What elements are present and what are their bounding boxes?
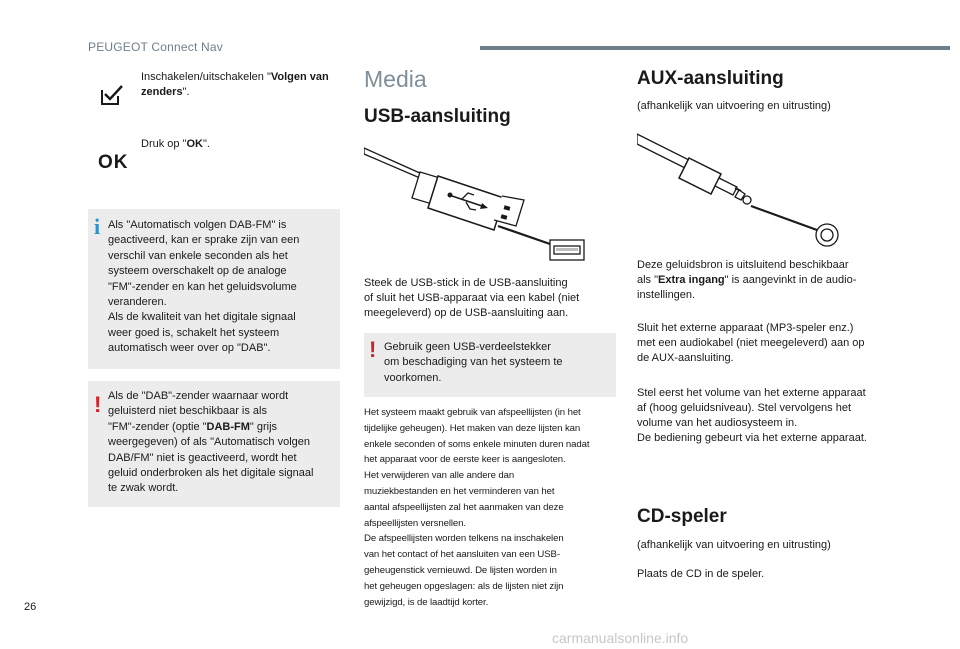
- info-icon: i: [94, 214, 101, 239]
- warning-note-text: Als de "DAB"-zender waarnaar wordt geluisterd niet beschikbaar is als "FM"-zender (optie "DAB-FM" grijs weergegeven) of als "Automatisch volgen DAB/FM" niet is geactiveerd, wordt het geluid onderbroken als het digitale signaal te zwak wordt.: [108, 390, 314, 495]
- usb-plug-illustration: [364, 146, 594, 264]
- ok-icon: OK: [98, 152, 129, 173]
- media-heading: Media: [364, 66, 427, 92]
- page-number: 26: [24, 601, 37, 613]
- cd-body-text: Plaats de CD in de speler.: [637, 568, 765, 580]
- warning-icon: !: [94, 392, 102, 417]
- aux-paragraph-2: Sluit het externe apparaat (MP3-speler enz.) met een audiokabel (niet meegeleverd) aan op de AUX-aansluiting.: [637, 322, 865, 364]
- aux-jack-illustration: [637, 132, 847, 252]
- usb-warning-text: Gebruik geen USB-verdeelstekker om beschadiging van het systeem te voorkomen.: [384, 341, 563, 384]
- header-bar: [480, 46, 950, 50]
- checkbox-toggle-icon: [100, 84, 126, 106]
- cd-availability: (afhankelijk van uitvoering en uitrusting): [637, 539, 831, 551]
- usb-warning-icon: !: [369, 337, 377, 362]
- aux-paragraph-1: Deze geluidsbron is uitsluitend beschikbaar als "Extra ingang" is aangevinkt in de audio- instellingen.: [637, 259, 857, 301]
- toggle-follow-text: Inschakelen/uitschakelen "Volgen van zenders".: [141, 71, 329, 98]
- header-title: PEUGEOT Connect Nav: [88, 40, 223, 54]
- aux-heading: AUX-aansluiting: [637, 68, 784, 89]
- usb-playlist-text: Het systeem maakt gebruik van afspeellijsten (in het tijdelijke geheugen). Het maken van deze lijsten kan enkele seconden of soms enkele minuten duren nadat het apparaat voor de eerste keer is aangesloten. Het verwijderen van alle andere dan muziekbestanden en het verminderen van het aantal afspeellijsten zal het aanmaken van deze afspeellijsten versnellen. De afspeellijsten worden telkens na inschakelen van het contact of het aansluiten van een USB- geheugenstick vernieuwd. De lijsten worden in het geheugen opgeslagen: als de lijsten niet zijn gewijzigd, is de laadtijd korter.: [364, 407, 590, 608]
- usb-body-text: Steek de USB-stick in de USB-aansluiting of sluit het USB-apparaat via een kabel (niet meegeleverd) op de USB-aansluiting aan.: [364, 277, 580, 319]
- usb-heading: USB-aansluiting: [364, 106, 511, 127]
- watermark: carmanualsonline.info: [552, 630, 689, 646]
- press-ok-text: Druk op "OK".: [141, 138, 210, 150]
- aux-paragraph-3: Stel eerst het volume van het externe apparaat af (hoog geluidsniveau). Stel vervolgens het volume van het audiosysteem in. De bediening gebeurt via het externe apparaat.: [637, 387, 867, 444]
- cd-heading: CD-speler: [637, 506, 727, 527]
- aux-availability: (afhankelijk van uitvoering en uitrusting): [637, 100, 831, 112]
- info-note-text: Als "Automatisch volgen DAB-FM" is geactiveerd, kan er sprake zijn van een verschil van enkele seconden als het systeem overschakelt op de analoge "FM"-zender en kan het geluidsvolume veranderen. Als de kwaliteit van het digitale signaal weer goed is, schakelt het systeem automatisch weer over op "DAB".: [108, 219, 300, 355]
